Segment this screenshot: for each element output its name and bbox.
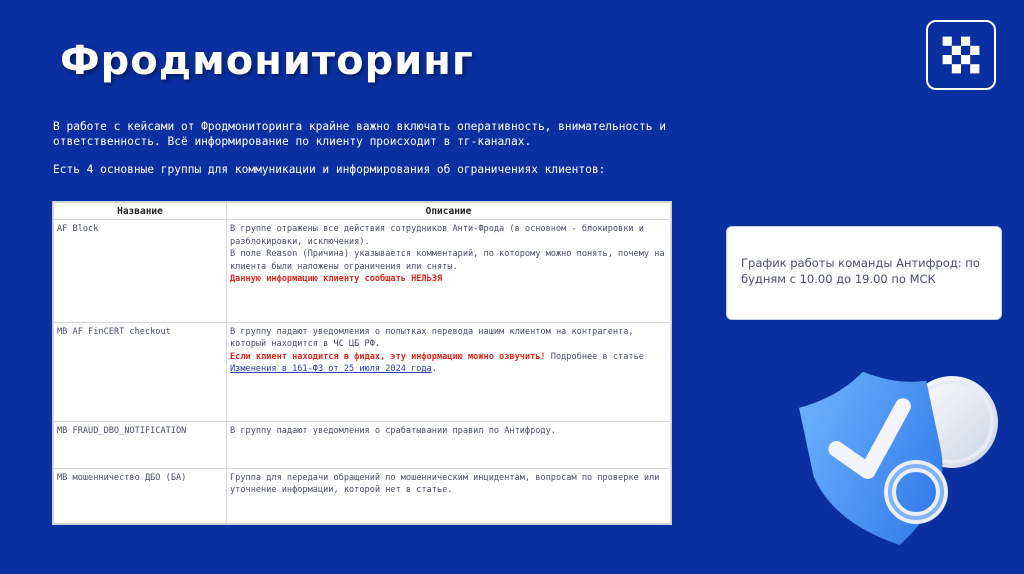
intro-groups-paragraph: Есть 4 основные группы для коммуникации и информирования об ограничениях клиентов:	[53, 163, 606, 176]
table-row	[54, 422, 671, 468]
schedule-text: График работы команды Антифрод: по будням с 10.00 до 19.00 по МСК	[741, 256, 980, 286]
schedule-card	[726, 226, 1002, 320]
groups-table	[52, 201, 672, 525]
description-text: В группе отражены все действия сотрудников Анти-Фрода (в основном - блокировки и разблокировки, исключения).	[230, 224, 644, 247]
table-row	[54, 322, 671, 422]
table-row	[54, 468, 671, 523]
description-text: В поле Reason (Причина) указывается комментарий, по которому можно понять, почему на клиента были наложены ограничения или сняты.	[230, 249, 665, 272]
description-more	[230, 351, 667, 376]
description-text: Группа для передачи обращений по мошенническим инцидентам, вопросам по проверке или уточнение информации, которой нет в статье.	[230, 472, 660, 496]
group-description-cell	[227, 422, 671, 468]
column-header-name: Название	[54, 203, 227, 220]
group-name-cell: MB AF FinCERT checkout	[54, 322, 227, 422]
group-description-cell	[227, 468, 671, 523]
table-header-row	[54, 203, 671, 220]
pixel-logo-icon	[938, 32, 984, 78]
description-text: В группу падают уведомления о попытках перевода нашим клиентом на контрагента, который находится в ЧС ЦБ РФ.	[230, 326, 634, 350]
warning-text: Данную информацию клиенту сообщать НЕЛЬЗЯ	[230, 274, 443, 284]
description-more-prefix: Подробнее в статье	[545, 351, 644, 362]
intro-paragraph: В работе с кейсами от Фродмониторинга крайне важно включать оперативность, внимательность и ответственность. Всё информирование по клиенту происходит в тг-каналах.	[53, 120, 666, 148]
group-name-cell: AF Block	[54, 220, 227, 323]
group-name-cell: MB FRAUD_DBO_NOTIFICATION	[54, 422, 227, 468]
page-title: Фродмониторинг	[60, 38, 474, 84]
warning-text: Если клиент находится в фидах, эту информацию можно озвучить!	[230, 351, 546, 362]
group-description-cell	[227, 322, 671, 422]
description-more-suffix: .	[431, 364, 437, 375]
group-name-cell: MB мошенничество ДБО (БА)	[54, 468, 227, 523]
description-text: В группу падают уведомления о срабатывании правил по Антифроду.	[230, 426, 556, 437]
article-link[interactable]: Изменения в 161-ФЗ от 25 июля 2024 года	[230, 364, 432, 375]
intro-text	[53, 119, 733, 177]
shield-check-icon	[790, 352, 1010, 552]
column-header-description: Описание	[227, 203, 671, 220]
table-row	[54, 220, 671, 323]
logo-icon	[926, 20, 996, 90]
group-description-cell	[227, 220, 671, 323]
